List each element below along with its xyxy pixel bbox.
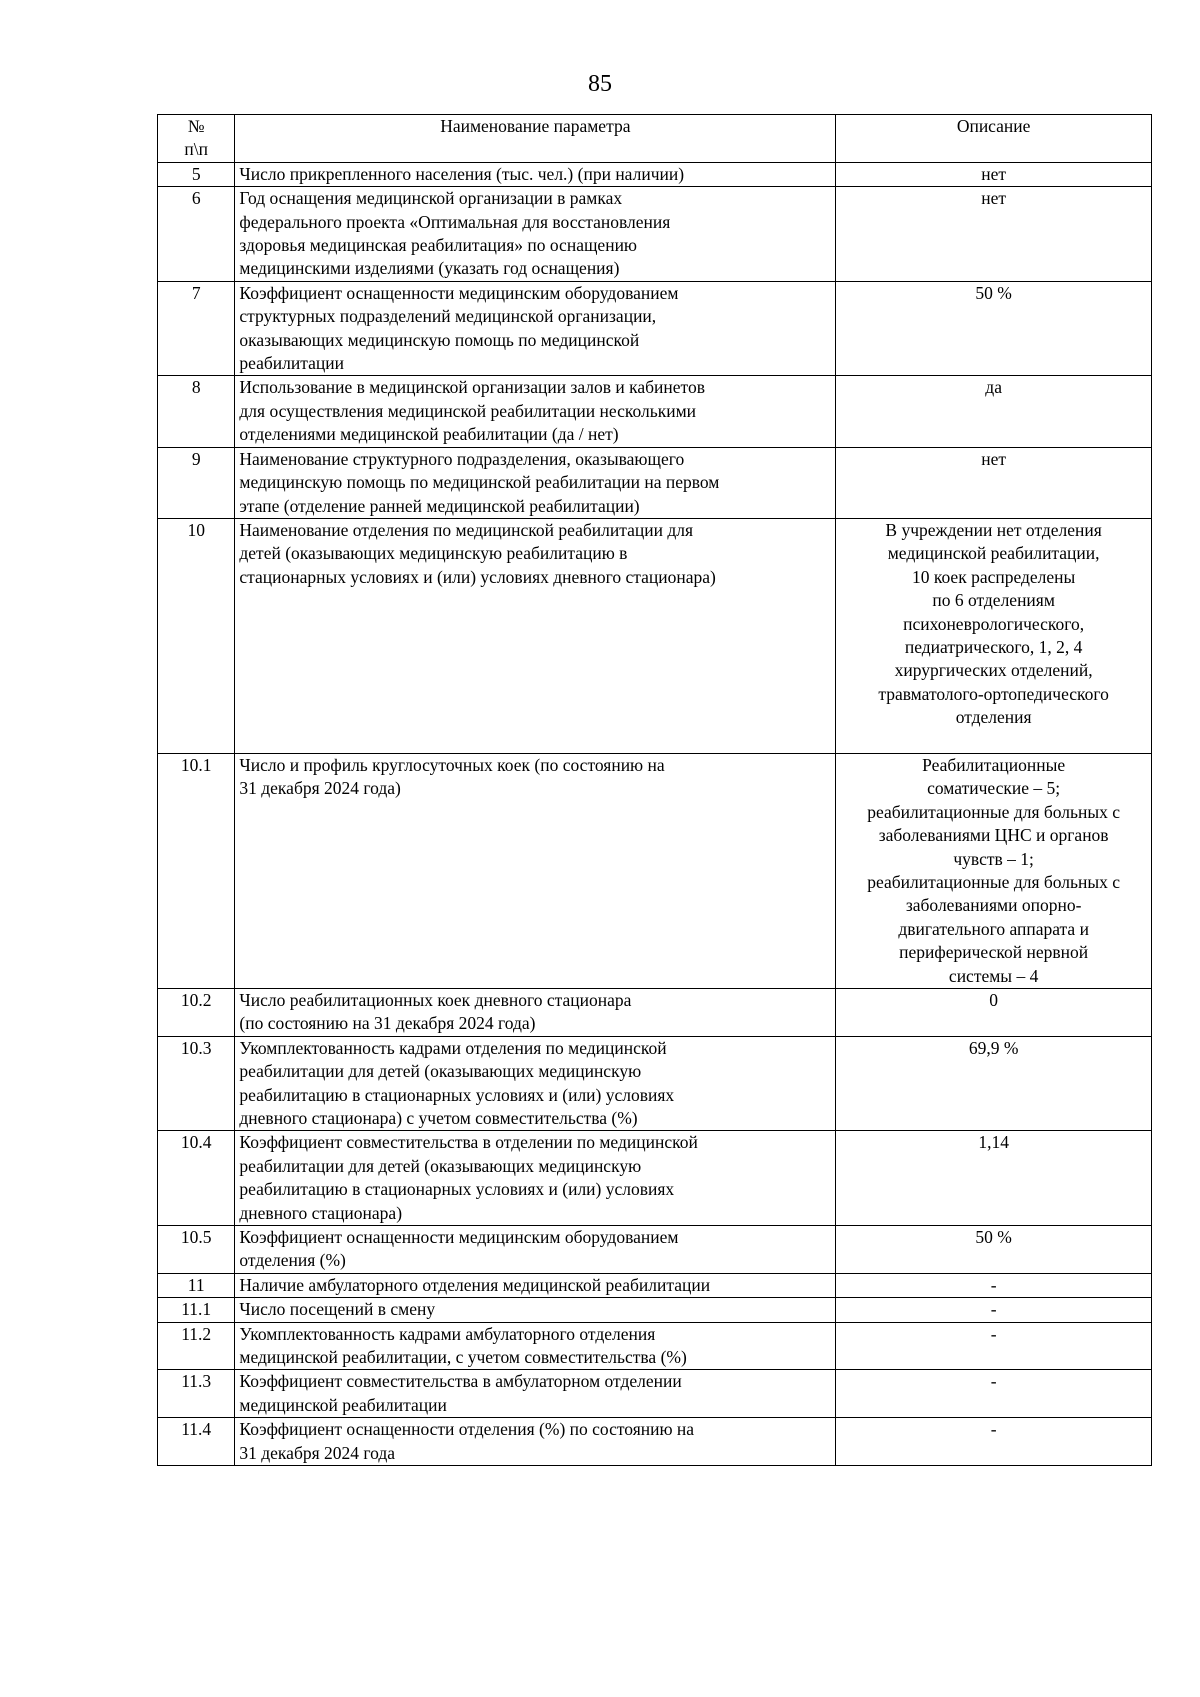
parameter-name xyxy=(235,376,836,447)
parameter-name-line: 31 декабря 2024 года xyxy=(239,1442,396,1463)
description-line: периферической нервной xyxy=(899,942,1089,963)
parameter-name-line: Коэффициент оснащенности медицинским оборудованием xyxy=(239,282,679,303)
parameter-name-line: реабилитацию в стационарных условиях и (или) условиях xyxy=(239,1179,675,1200)
table-row xyxy=(158,1370,1152,1418)
parameter-description xyxy=(836,1226,1152,1274)
parameter-name-line: медицинскими изделиями (указать год оснащения) xyxy=(239,258,620,279)
parameter-name-line: Число и профиль круглосуточных коек (по состоянию на xyxy=(239,754,665,775)
parameter-description xyxy=(836,376,1152,447)
parameter-name-line: стационарных условиях и (или) условиях дневного стационара) xyxy=(239,566,716,587)
description-line: 10 коек распределены xyxy=(911,566,1076,587)
parameter-name xyxy=(235,1370,836,1418)
table-body xyxy=(158,162,1152,1465)
parameter-name-line: Коэффициент совместительства в отделении по медицинской xyxy=(239,1132,698,1153)
parameter-description xyxy=(836,518,1152,753)
parameter-name-line: (по состоянию на 31 декабря 2024 года) xyxy=(239,1013,536,1034)
row-number: 11.3 xyxy=(158,1370,235,1418)
description-line: психоневрологического, xyxy=(903,613,1085,634)
parameter-name-line: Коэффициент совместительства в амбулаторном отделении xyxy=(239,1371,682,1392)
parameter-name-line: дневного стационара) с учетом совместительства (%) xyxy=(239,1108,638,1128)
description-line: травматолого-ортопедического xyxy=(878,683,1109,704)
table-row xyxy=(158,1322,1152,1370)
header-parameter-name: Наименование параметра xyxy=(235,115,836,163)
description-line: нет xyxy=(981,163,1007,184)
parameter-name-line: Коэффициент оснащенности отделения (%) по состоянию на xyxy=(239,1419,695,1440)
parameter-name-line: Коэффициент оснащенности медицинским оборудованием xyxy=(239,1227,679,1248)
description-line: нет xyxy=(981,188,1007,209)
parameter-name xyxy=(235,1298,836,1322)
description-line: 0 xyxy=(989,989,998,1010)
row-number: 9 xyxy=(158,447,235,518)
table-row xyxy=(158,376,1152,447)
table-row xyxy=(158,753,1152,988)
parameter-name-line: Использование в медицинской организации залов и кабинетов xyxy=(239,377,705,398)
description-line: Реабилитационные xyxy=(922,754,1066,775)
parameter-name-line: Год оснащения медицинской организации в рамках xyxy=(239,188,623,209)
parameter-name xyxy=(235,162,836,186)
parameter-description xyxy=(836,447,1152,518)
parameter-name xyxy=(235,1418,836,1466)
description-line: - xyxy=(990,1299,997,1320)
header-number xyxy=(158,115,235,163)
row-number: 7 xyxy=(158,281,235,376)
table-row xyxy=(158,162,1152,186)
parameter-description xyxy=(836,988,1152,1036)
description-line: заболеваниями опорно- xyxy=(905,895,1082,916)
parameter-name-line: 31 декабря 2024 года) xyxy=(239,778,401,799)
parameter-name-line: медицинскую помощь по медицинской реабилитации на первом xyxy=(239,472,720,493)
parameter-name-line: дневного стационара) xyxy=(239,1202,403,1223)
parameter-description xyxy=(836,1322,1152,1370)
description-line: - xyxy=(990,1323,997,1344)
parameter-description xyxy=(836,1370,1152,1418)
header-row xyxy=(158,115,1152,163)
parameter-name-line: оказывающих медицинскую помощь по медицинской xyxy=(239,329,640,350)
description-line: нет xyxy=(981,448,1007,469)
table-row xyxy=(158,1036,1152,1131)
row-number: 11.1 xyxy=(158,1298,235,1322)
table-header xyxy=(158,115,1152,163)
parameter-name xyxy=(235,281,836,376)
page-number: 85 xyxy=(588,71,612,97)
parameter-name xyxy=(235,988,836,1036)
description-line: хирургических отделений, xyxy=(894,660,1093,681)
row-number: 10.5 xyxy=(158,1226,235,1274)
parameter-name xyxy=(235,1131,836,1226)
description-line: В учреждении нет отделения xyxy=(885,519,1102,540)
parameter-name-line: здоровья медицинская реабилитация» по оснащению xyxy=(239,235,638,256)
parameter-name-line: для осуществления медицинской реабилитации несколькими xyxy=(239,400,697,421)
parameter-name-line: Число посещений в смену xyxy=(239,1299,436,1320)
row-number: 6 xyxy=(158,187,235,282)
description-line: 50 % xyxy=(975,282,1012,303)
description-line: - xyxy=(990,1419,997,1440)
description-line: - xyxy=(990,1371,997,1392)
row-number: 11.4 xyxy=(158,1418,235,1466)
parameters-table xyxy=(157,114,1152,1466)
parameter-name xyxy=(235,1273,836,1297)
parameter-name-line: структурных подразделений медицинской организации, xyxy=(239,306,657,327)
parameter-name xyxy=(235,1226,836,1274)
table-row xyxy=(158,518,1152,753)
description-line: соматические – 5; xyxy=(927,778,1061,799)
description-line: по 6 отделениям xyxy=(932,590,1055,611)
parameter-description xyxy=(836,187,1152,282)
parameter-name xyxy=(235,187,836,282)
parameter-name-line: Число реабилитационных коек дневного стационара xyxy=(239,989,632,1010)
table-row xyxy=(158,447,1152,518)
description-line: заболеваниями ЦНС и органов xyxy=(878,825,1109,846)
description-line: медицинской реабилитации, xyxy=(887,543,1100,564)
parameter-name-line: реабилитацию в стационарных условиях и (или) условиях xyxy=(239,1084,675,1105)
row-number: 10.1 xyxy=(158,753,235,988)
description-line: педиатрического, 1, 2, 4 xyxy=(904,636,1083,657)
description-line: чувств – 1; xyxy=(953,848,1034,869)
table-row xyxy=(158,1131,1152,1226)
description-line: да xyxy=(985,377,1002,398)
parameter-name-line: отделениями медицинской реабилитации (да / нет) xyxy=(239,424,619,445)
table-row xyxy=(158,1273,1152,1297)
parameter-name xyxy=(235,753,836,988)
description-line: системы – 4 xyxy=(948,965,1039,986)
parameter-description xyxy=(836,281,1152,376)
header-number-abbr: п\п xyxy=(184,139,208,160)
parameter-name xyxy=(235,1036,836,1131)
parameter-name-line: Число прикрепленного населения (тыс. чел.) (при наличии) xyxy=(239,163,685,184)
description-line: - xyxy=(990,1274,997,1295)
description-line: реабилитационные для больных с xyxy=(867,871,1121,892)
header-number-symbol: № xyxy=(187,116,205,136)
parameter-name-line: федерального проекта «Оптимальная для восстановления xyxy=(239,211,671,232)
parameter-description xyxy=(836,1298,1152,1322)
description-line: реабилитационные для больных с xyxy=(867,801,1121,822)
parameter-name-line: Укомплектованность кадрами отделения по медицинской xyxy=(239,1037,667,1058)
table-row xyxy=(158,187,1152,282)
parameter-name-line: реабилитации для детей (оказывающих медицинскую xyxy=(239,1155,642,1176)
row-number: 10.4 xyxy=(158,1131,235,1226)
description-line: двигательного аппарата и xyxy=(898,918,1089,939)
parameter-name-line: детей (оказывающих медицинскую реабилитацию в xyxy=(239,543,628,564)
row-number: 8 xyxy=(158,376,235,447)
parameter-name xyxy=(235,518,836,753)
table-row xyxy=(158,1298,1152,1322)
parameter-name xyxy=(235,1322,836,1370)
description-line: 50 % xyxy=(975,1227,1012,1248)
parameter-description xyxy=(836,1131,1152,1226)
row-number: 11.2 xyxy=(158,1322,235,1370)
parameter-name xyxy=(235,447,836,518)
parameter-name-line: этапе (отделение ранней медицинской реабилитации) xyxy=(239,495,640,516)
parameter-name-line: реабилитации xyxy=(239,353,344,374)
header-description: Описание xyxy=(836,115,1152,163)
table-row xyxy=(158,281,1152,376)
parameter-name-line: реабилитации для детей (оказывающих медицинскую xyxy=(239,1061,642,1082)
parameter-name-line: отделения (%) xyxy=(239,1250,346,1271)
row-number: 10.3 xyxy=(158,1036,235,1131)
row-number: 10 xyxy=(158,518,235,753)
table-row xyxy=(158,988,1152,1036)
row-number: 10.2 xyxy=(158,988,235,1036)
parameter-description xyxy=(836,753,1152,988)
row-number: 11 xyxy=(158,1273,235,1297)
row-number: 5 xyxy=(158,162,235,186)
parameter-description xyxy=(836,1036,1152,1131)
parameter-name-line: медицинской реабилитации xyxy=(239,1394,447,1415)
parameter-description xyxy=(836,162,1152,186)
parameter-name-line: Наименование отделения по медицинской реабилитации для xyxy=(239,519,694,540)
parameter-name-line: Укомплектованность кадрами амбулаторного отделения xyxy=(239,1323,656,1344)
description-line: 69,9 % xyxy=(968,1037,1019,1058)
parameter-description xyxy=(836,1418,1152,1466)
table-row xyxy=(158,1418,1152,1466)
parameter-name-line: медицинской реабилитации, с учетом совместительства (%) xyxy=(239,1347,687,1368)
parameter-name-line: Наименование структурного подразделения, оказывающего xyxy=(239,448,685,469)
description-line: 1,14 xyxy=(978,1132,1009,1153)
parameter-name-line: Наличие амбулаторного отделения медицинской реабилитации xyxy=(239,1274,711,1295)
description-line: отделения xyxy=(955,707,1032,728)
parameter-description xyxy=(836,1273,1152,1297)
table-row xyxy=(158,1226,1152,1274)
